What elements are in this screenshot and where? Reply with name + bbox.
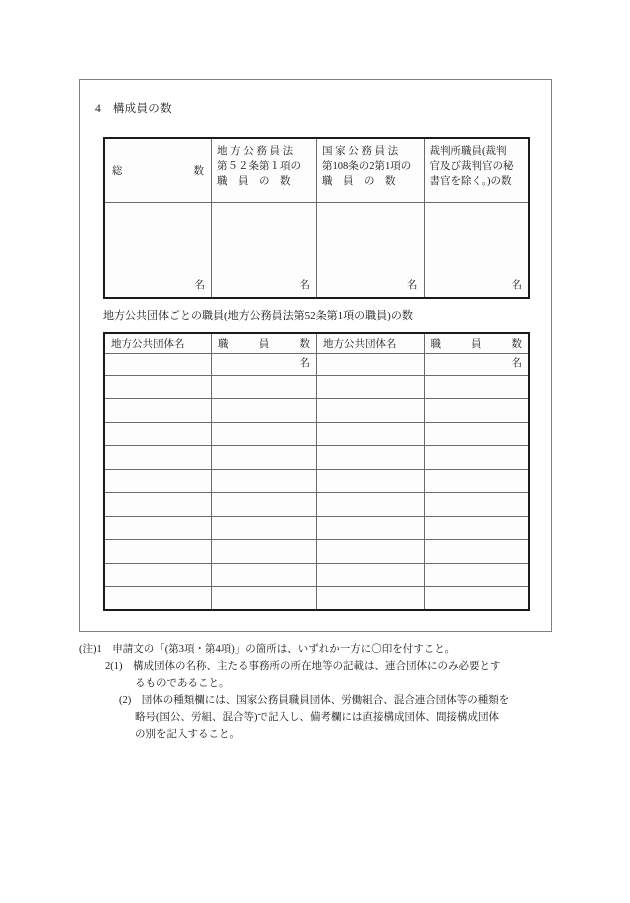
table-row (104, 587, 529, 611)
cell-staff-count-left[interactable] (212, 563, 317, 587)
table-row (104, 399, 529, 423)
table-row (104, 375, 529, 399)
table-row (104, 516, 529, 540)
cell-staff-count-right[interactable] (424, 446, 529, 470)
cell-org-name-left[interactable] (104, 540, 212, 564)
header-cell-total (104, 138, 212, 202)
table-row (104, 446, 529, 470)
cell-staff-count-left[interactable] (212, 469, 317, 493)
cell-org-name-right[interactable] (316, 399, 424, 423)
section-heading (95, 100, 172, 116)
header-line-1: 地 方 公 務 員 法 (217, 146, 294, 157)
header-cell-court-staff (424, 138, 529, 202)
header-line-2: 官及び裁判官の秘 (429, 160, 514, 172)
cell-staff-count-right[interactable] (424, 493, 529, 517)
header-line-3: 職 員 の 数 (217, 175, 291, 187)
cell-org-name-left[interactable] (104, 469, 212, 493)
cell-staff-count-right[interactable] (424, 516, 529, 540)
cell-staff-count-left[interactable] (212, 399, 317, 423)
header-cell-national-public-service-act (316, 138, 424, 202)
section-title: 構成員の数 (112, 103, 172, 115)
cell-org-name-right[interactable] (316, 353, 424, 375)
cell-org-name-right[interactable] (316, 587, 424, 611)
value-cell-national-public-service-act[interactable] (316, 202, 424, 298)
header-org-name: 地方公共団体名 (322, 339, 397, 350)
value-cell-local-public-service-act[interactable] (212, 202, 317, 298)
header-line-3: 職 員 の 数 (321, 175, 396, 187)
cell-org-name-left[interactable] (104, 353, 212, 375)
header-cell-org-name-right (316, 333, 424, 353)
header-line-1: 裁判所職員(裁判 (429, 146, 507, 157)
table-row (104, 540, 529, 564)
cell-staff-count-left[interactable] (212, 540, 317, 564)
value-cell-court-staff[interactable] (424, 202, 529, 298)
cell-staff-count-left[interactable] (212, 493, 317, 517)
cell-staff-count-left[interactable] (212, 375, 317, 399)
cell-staff-count-right[interactable] (424, 375, 529, 399)
header-line-2: 第５２条第１項の (217, 160, 302, 172)
unit-label: 名 (511, 357, 522, 369)
cell-org-name-left[interactable] (104, 375, 212, 399)
local-orgs-caption: 地方公共団体ごとの職員(地方公務員法第52条第1項の職員)の数 (103, 310, 413, 322)
unit-label: 名 (299, 357, 310, 369)
cell-org-name-right[interactable] (316, 540, 424, 564)
cell-staff-count-right[interactable] (424, 399, 529, 423)
table-row (104, 493, 529, 517)
footnote-2-1-continued: るものであること。 (135, 678, 230, 689)
footnote-2-2: (2) 団体の種類欄には、国家公務員職員団体、労働組合、混合連合団体等の種類を (119, 695, 510, 706)
header-total-left: 総 (112, 165, 123, 177)
header-cell-org-name-left (104, 333, 212, 353)
table-header-row (104, 138, 529, 202)
cell-staff-count-right[interactable] (424, 563, 529, 587)
footnotes (79, 641, 557, 743)
cell-org-name-left[interactable] (104, 587, 212, 611)
footnote-2-2-continued-2: の別を記入すること。 (135, 729, 240, 740)
footnote-1: (注)1 申請文の「(第3項・第4項)」の箇所は、いずれか一方に〇印を付すこと。 (79, 644, 456, 655)
document-page-frame (79, 79, 552, 632)
cell-org-name-left[interactable] (104, 563, 212, 587)
member-counts-table (103, 137, 530, 299)
header-line-3: 書官を除く。)の数 (429, 175, 512, 187)
cell-staff-count-right[interactable] (424, 587, 529, 611)
cell-staff-count-left[interactable] (212, 516, 317, 540)
header-cell-staff-count-left (212, 333, 317, 353)
cell-org-name-right[interactable] (316, 422, 424, 446)
table-row (104, 353, 529, 375)
cell-staff-count-right[interactable] (424, 422, 529, 446)
local-orgs-table (103, 332, 530, 611)
header-cell-local-public-service-act (212, 138, 317, 202)
unit-label: 名 (299, 280, 310, 291)
footnote-2-2-continued-1: 略号(国公、労組、混合等)で記入し、備考欄には直接構成団体、間接構成団体 (135, 712, 499, 723)
header-staff-count: 職 員 数 (430, 339, 522, 350)
section-number: 4 (95, 103, 102, 115)
cell-org-name-right[interactable] (316, 493, 424, 517)
table-row (104, 563, 529, 587)
table-value-row (104, 202, 529, 298)
cell-staff-count-right[interactable] (424, 353, 529, 375)
cell-org-name-left[interactable] (104, 422, 212, 446)
cell-org-name-right[interactable] (316, 469, 424, 493)
cell-staff-count-left[interactable] (212, 587, 317, 611)
cell-org-name-left[interactable] (104, 493, 212, 517)
unit-label: 名 (194, 280, 206, 291)
cell-org-name-right[interactable] (316, 446, 424, 470)
cell-staff-count-right[interactable] (424, 469, 529, 493)
header-staff-count: 職 員 数 (218, 339, 310, 350)
table-header-row (104, 333, 529, 353)
cell-staff-count-left[interactable] (212, 353, 317, 375)
cell-staff-count-left[interactable] (212, 422, 317, 446)
table-row (104, 469, 529, 493)
table-row (104, 422, 529, 446)
header-org-name: 地方公共団体名 (111, 339, 185, 350)
unit-label: 名 (511, 280, 522, 291)
header-line-2: 第108条の2第1項の (321, 160, 412, 172)
unit-label: 名 (407, 280, 418, 291)
header-cell-staff-count-right (424, 333, 529, 353)
header-total-right: 数 (193, 165, 205, 177)
cell-staff-count-right[interactable] (424, 540, 529, 564)
value-cell-total[interactable] (104, 202, 212, 298)
cell-org-name-left[interactable] (104, 399, 212, 423)
cell-org-name-left[interactable] (104, 446, 212, 470)
header-line-1: 国 家 公 務 員 法 (321, 146, 399, 157)
cell-org-name-right[interactable] (316, 375, 424, 399)
cell-org-name-right[interactable] (316, 563, 424, 587)
cell-staff-count-left[interactable] (212, 446, 317, 470)
cell-org-name-left[interactable] (104, 516, 212, 540)
footnote-2-1: 2(1) 構成団体の名称、主たる事務所の所在地等の記載は、連合団体にのみ必要とす (105, 661, 501, 672)
cell-org-name-right[interactable] (316, 516, 424, 540)
